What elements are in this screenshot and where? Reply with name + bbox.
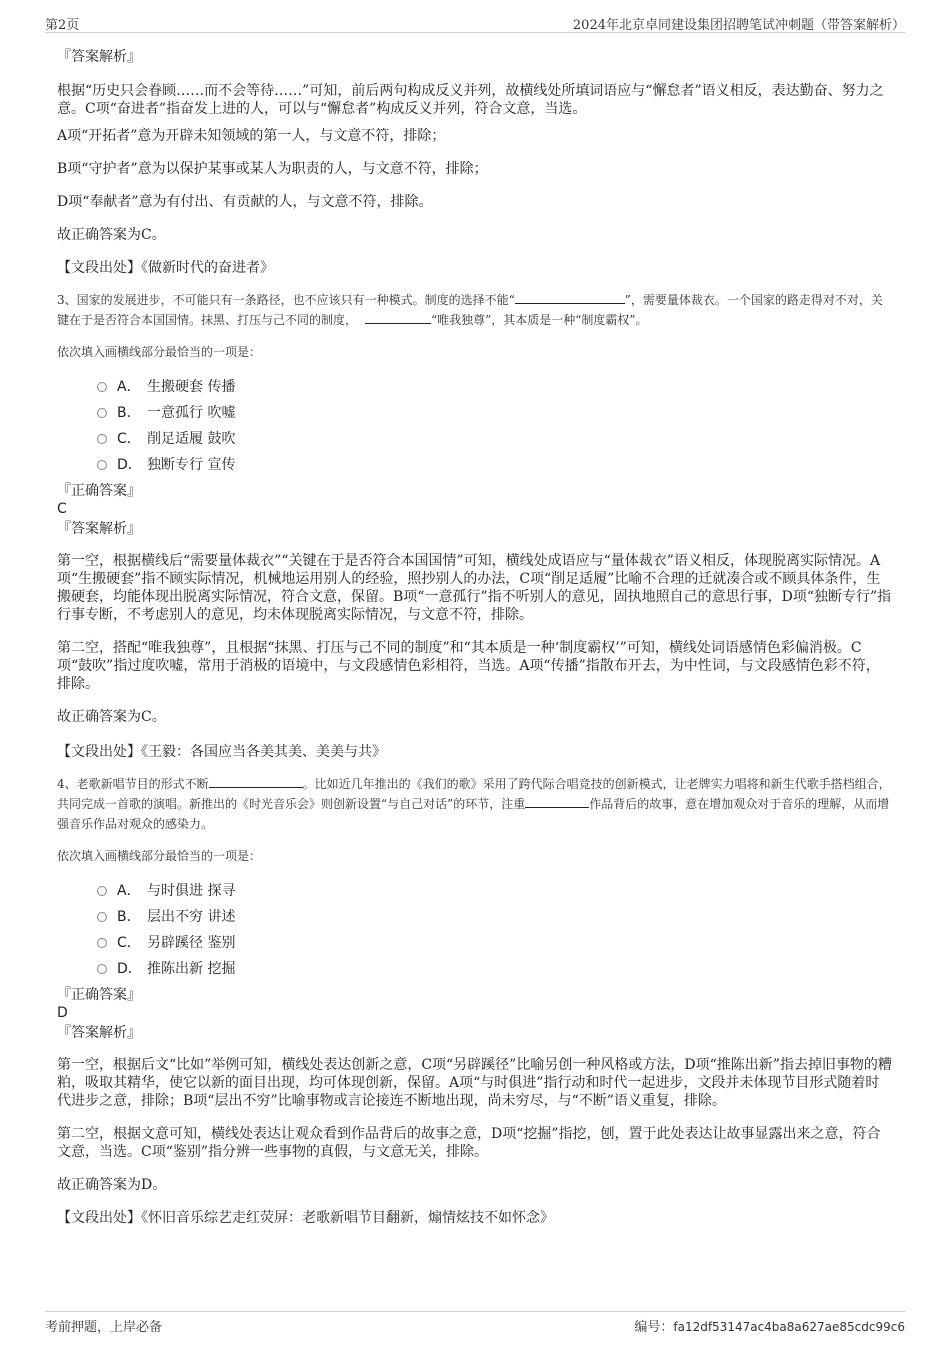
- answer-conclusion: 故正确答案为D。: [57, 1177, 167, 1193]
- page-footer: [45, 1311, 905, 1334]
- question-4-stem: 4、老歌新唱节目的形式不断 。比如近几年推出的《我们的歌》采用了跨代际合唱竞技的创新模式，让老牌实力唱将和新生代歌手搭档组合，共同完成一首歌的演唱。新推出的《时光音乐会》则创新设置“与自己对话”的环节，注重 作品背后的故事，意在增加观众对于音乐的理解，从而增强音乐作品对观众的感染力。: [57, 777, 891, 831]
- option-c[interactable]: C． 削足适履 鼓吹: [97, 426, 893, 452]
- correct-answer: C: [57, 501, 67, 517]
- question-3-stem: 3、国家的发展进步，不可能只有一条路径，也不应该只有一种模式。制度的选择不能“ ”，需要量体裁衣。一个国家的路走得对不对，关键在于是否符合本国国情。抹黑、打压与己不同的制度， “唯我独尊”，其本质是一种“制度霸权”。: [57, 293, 883, 327]
- option-c[interactable]: C． 另辟蹊径 鉴别: [97, 930, 893, 956]
- answer-conclusion: 故正确答案为C。: [57, 709, 166, 725]
- analysis-paragraph: 第二空，根据文意可知，横线处表达让观众看到作品背后的故事之意，D项“挖掘”指挖，刨，置于此处表达让故事显露出来之意，符合文意，当选。C项“鉴别”指分辨一些事物的真假，与文意无关，排除。: [57, 1126, 881, 1160]
- option-b[interactable]: B． 层出不穷 讲述: [97, 904, 893, 930]
- radio-button[interactable]: [97, 382, 107, 392]
- analysis-option-d: D项“奉献者”意为有付出、有贡献的人，与文意不符，排除。: [57, 194, 433, 210]
- question-3-options: [57, 374, 893, 478]
- question-prompt: 依次填入画横线部分最恰当的一项是：: [57, 345, 262, 359]
- analysis-paragraph: 第一空，根据横线后“需要量体裁衣”“关键在于是否符合本国国情”可知，横线处成语应与“量体裁衣”语义相反，体现脱离实际情况。A项“生搬硬套”指不顾实际情况，机械地运用别人的经验，照抄别人的办法，C项“削足适履”比喻不合理的迁就凑合或不顾具体条件，生搬硬套，均能体现出脱离实际情况，符合文意，保留。B项“一意孤行”指不听别人的意见，固执地照自己的意思行事，D项“独断专行”指行事专断，不考虑别人的意见，均未体现脱离实际情况，与文意不符，排除。: [57, 553, 892, 623]
- option-a[interactable]: A． 生搬硬套 传播: [97, 374, 893, 400]
- page-content: [57, 48, 893, 1227]
- source-citation: 【文段出处】《怀旧音乐综艺走红荧屏：老歌新唱节目翻新，煽情炫技不如怀念》: [57, 1210, 554, 1226]
- analysis-title: 『答案解析』: [57, 521, 141, 537]
- footer-slogan: 考前押题，上岸必备: [45, 1320, 163, 1335]
- fill-blank: [365, 311, 431, 324]
- correct-answer: D: [57, 1005, 68, 1021]
- answer-conclusion: 故正确答案为C。: [57, 227, 166, 243]
- analysis-title: 『答案解析』: [57, 49, 141, 65]
- source-citation: 【文段出处】《王毅：各国应当各美其美、美美与共》: [57, 744, 386, 760]
- page-header: [45, 12, 905, 33]
- fill-blank: [209, 775, 303, 788]
- option-a[interactable]: A． 与时俱进 探寻: [97, 878, 893, 904]
- fill-blank: [525, 795, 589, 808]
- radio-button[interactable]: [97, 912, 107, 922]
- radio-button[interactable]: [97, 434, 107, 444]
- source-citation: 【文段出处】《做新时代的奋进者》: [57, 260, 274, 276]
- correct-answer-title: 『正确答案』: [57, 483, 141, 499]
- radio-button[interactable]: [97, 886, 107, 896]
- analysis-option-a: A项“开拓者”意为开辟未知领域的第一人，与文意不符，排除；: [57, 128, 446, 144]
- question-4-options: [57, 878, 893, 982]
- option-b[interactable]: B． 一意孤行 吹嘘: [97, 400, 893, 426]
- document-title: 2024年北京卓同建设集团招聘笔试冲刺题（带答案解析）: [572, 18, 905, 33]
- analysis-paragraph: 第二空，搭配“唯我独尊”，且根据“抹黑、打压与己不同的制度”和“其本质是一种‘制度霸权’”可知，横线处词语感情色彩偏消极。C项“鼓吹”指过度吹嘘，常用于消极的语境中，与文段感情色彩相符，当选。A项“传播”指散布开去，为中性词，与文段感情色彩不符，排除。: [57, 640, 880, 692]
- correct-answer-title: 『正确答案』: [57, 987, 141, 1003]
- question-prompt: 依次填入画横线部分最恰当的一项是：: [57, 849, 262, 863]
- option-d[interactable]: D． 推陈出新 挖掘: [97, 956, 893, 982]
- radio-button[interactable]: [97, 938, 107, 948]
- page-number: 第2页: [45, 18, 80, 33]
- radio-button[interactable]: [97, 460, 107, 470]
- option-d[interactable]: D． 独断专行 宣传: [97, 452, 893, 478]
- analysis-title: 『答案解析』: [57, 1025, 141, 1041]
- analysis-paragraph: 根据“历史只会眷顾……而不会等待……”可知，前后两句构成反义并列，故横线处所填词语应与“懈怠者”语义相反，表达勤奋、努力之意。C项“奋进者”指奋发上进的人，可以与“懈怠者”构成反义并列，符合文意，当选。: [57, 83, 884, 117]
- analysis-paragraph: 第一空，根据后文“比如”举例可知，横线处表达创新之意，C项“另辟蹊径”比喻另创一种风格或方法，D项“推陈出新”指去掉旧事物的糟粕，吸取其精华，使它以新的面目出现，均可体现创新，保留。A项“与时俱进”指行动和时代一起进步，文段并未体现节目形式随着时代进步之意，排除；B项“层出不穷”比喻事物或言论接连不断地出现，尚未穷尽，与“不断”语义重复，排除。: [57, 1057, 892, 1109]
- analysis-option-b: B项“守护者”意为以保护某事或某人为职责的人，与文意不符，排除；: [57, 161, 488, 177]
- fill-blank: [515, 291, 625, 304]
- radio-button[interactable]: [97, 408, 107, 418]
- document-code: 编号：fa12df53147ac4ba8a627ae85cdc99c6: [634, 1320, 905, 1335]
- radio-button[interactable]: [97, 964, 107, 974]
